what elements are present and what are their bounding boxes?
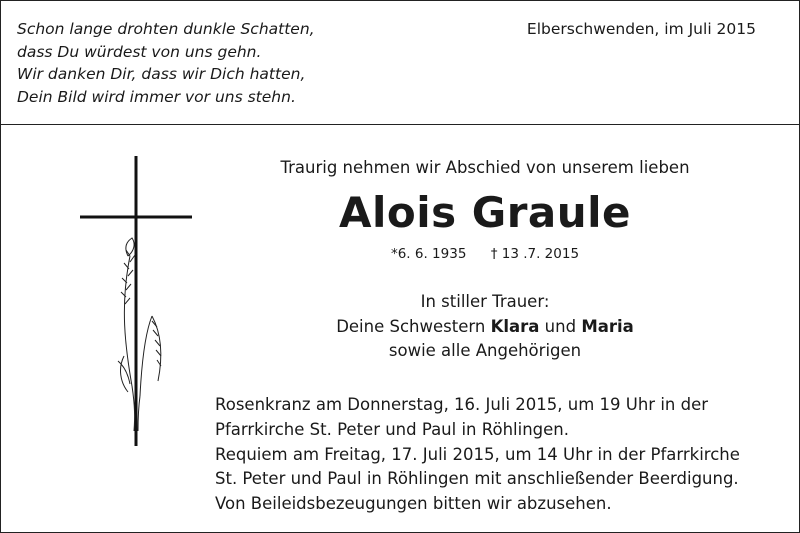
life-dates (215, 244, 755, 264)
poem-line: Wir danken Dir, dass wir Dich hatten, (17, 65, 306, 83)
sisters-line (215, 315, 755, 340)
birth-date: *6. 6. 1935 (390, 246, 467, 262)
deceased-name: Alois Graule (338, 188, 632, 237)
death-date: † 13 .7. 2015 (490, 246, 580, 262)
details-line: Pfarrkirche St. Peter und Paul in Röhlingen. (215, 419, 569, 439)
mourning-heading: In stiller Trauer: (420, 292, 550, 311)
details-line: Rosenkranz am Donnerstag, 16. Juli 2015, um 19 Uhr in der (215, 395, 709, 414)
sisters-prefix: Deine Schwestern (336, 316, 486, 336)
sister-name: Maria (581, 316, 634, 336)
divider-line (0, 124, 800, 125)
poem-line: dass Du würdest von uns gehn. (17, 42, 262, 61)
service-details (215, 393, 775, 517)
mourners-block (215, 290, 755, 364)
connector-word: und (544, 316, 577, 336)
details-line: Von Beileidsbezeugungen bitten wir abzusehen. (215, 494, 612, 514)
poem-line: Dein Bild wird immer vor uns stehn. (17, 87, 296, 106)
intro-text: Traurig nehmen wir Abschied von unserem lieben (280, 158, 690, 177)
relatives-line: sowie alle Angehörigen (388, 341, 582, 360)
poem-line: Schon lange drohten dunkle Schatten, (17, 20, 315, 38)
memorial-poem (17, 18, 315, 108)
place-date: Elberschwenden, im Juli 2015 (526, 20, 756, 38)
cross-with-wheat-icon (80, 156, 200, 451)
details-line: St. Peter und Paul in Röhlingen mit anschließender Beerdigung. (215, 469, 739, 489)
details-line: Requiem am Freitag, 17. Juli 2015, um 14 Uhr in der Pfarrkirche (215, 444, 740, 464)
sister-name: Klara (490, 316, 540, 336)
